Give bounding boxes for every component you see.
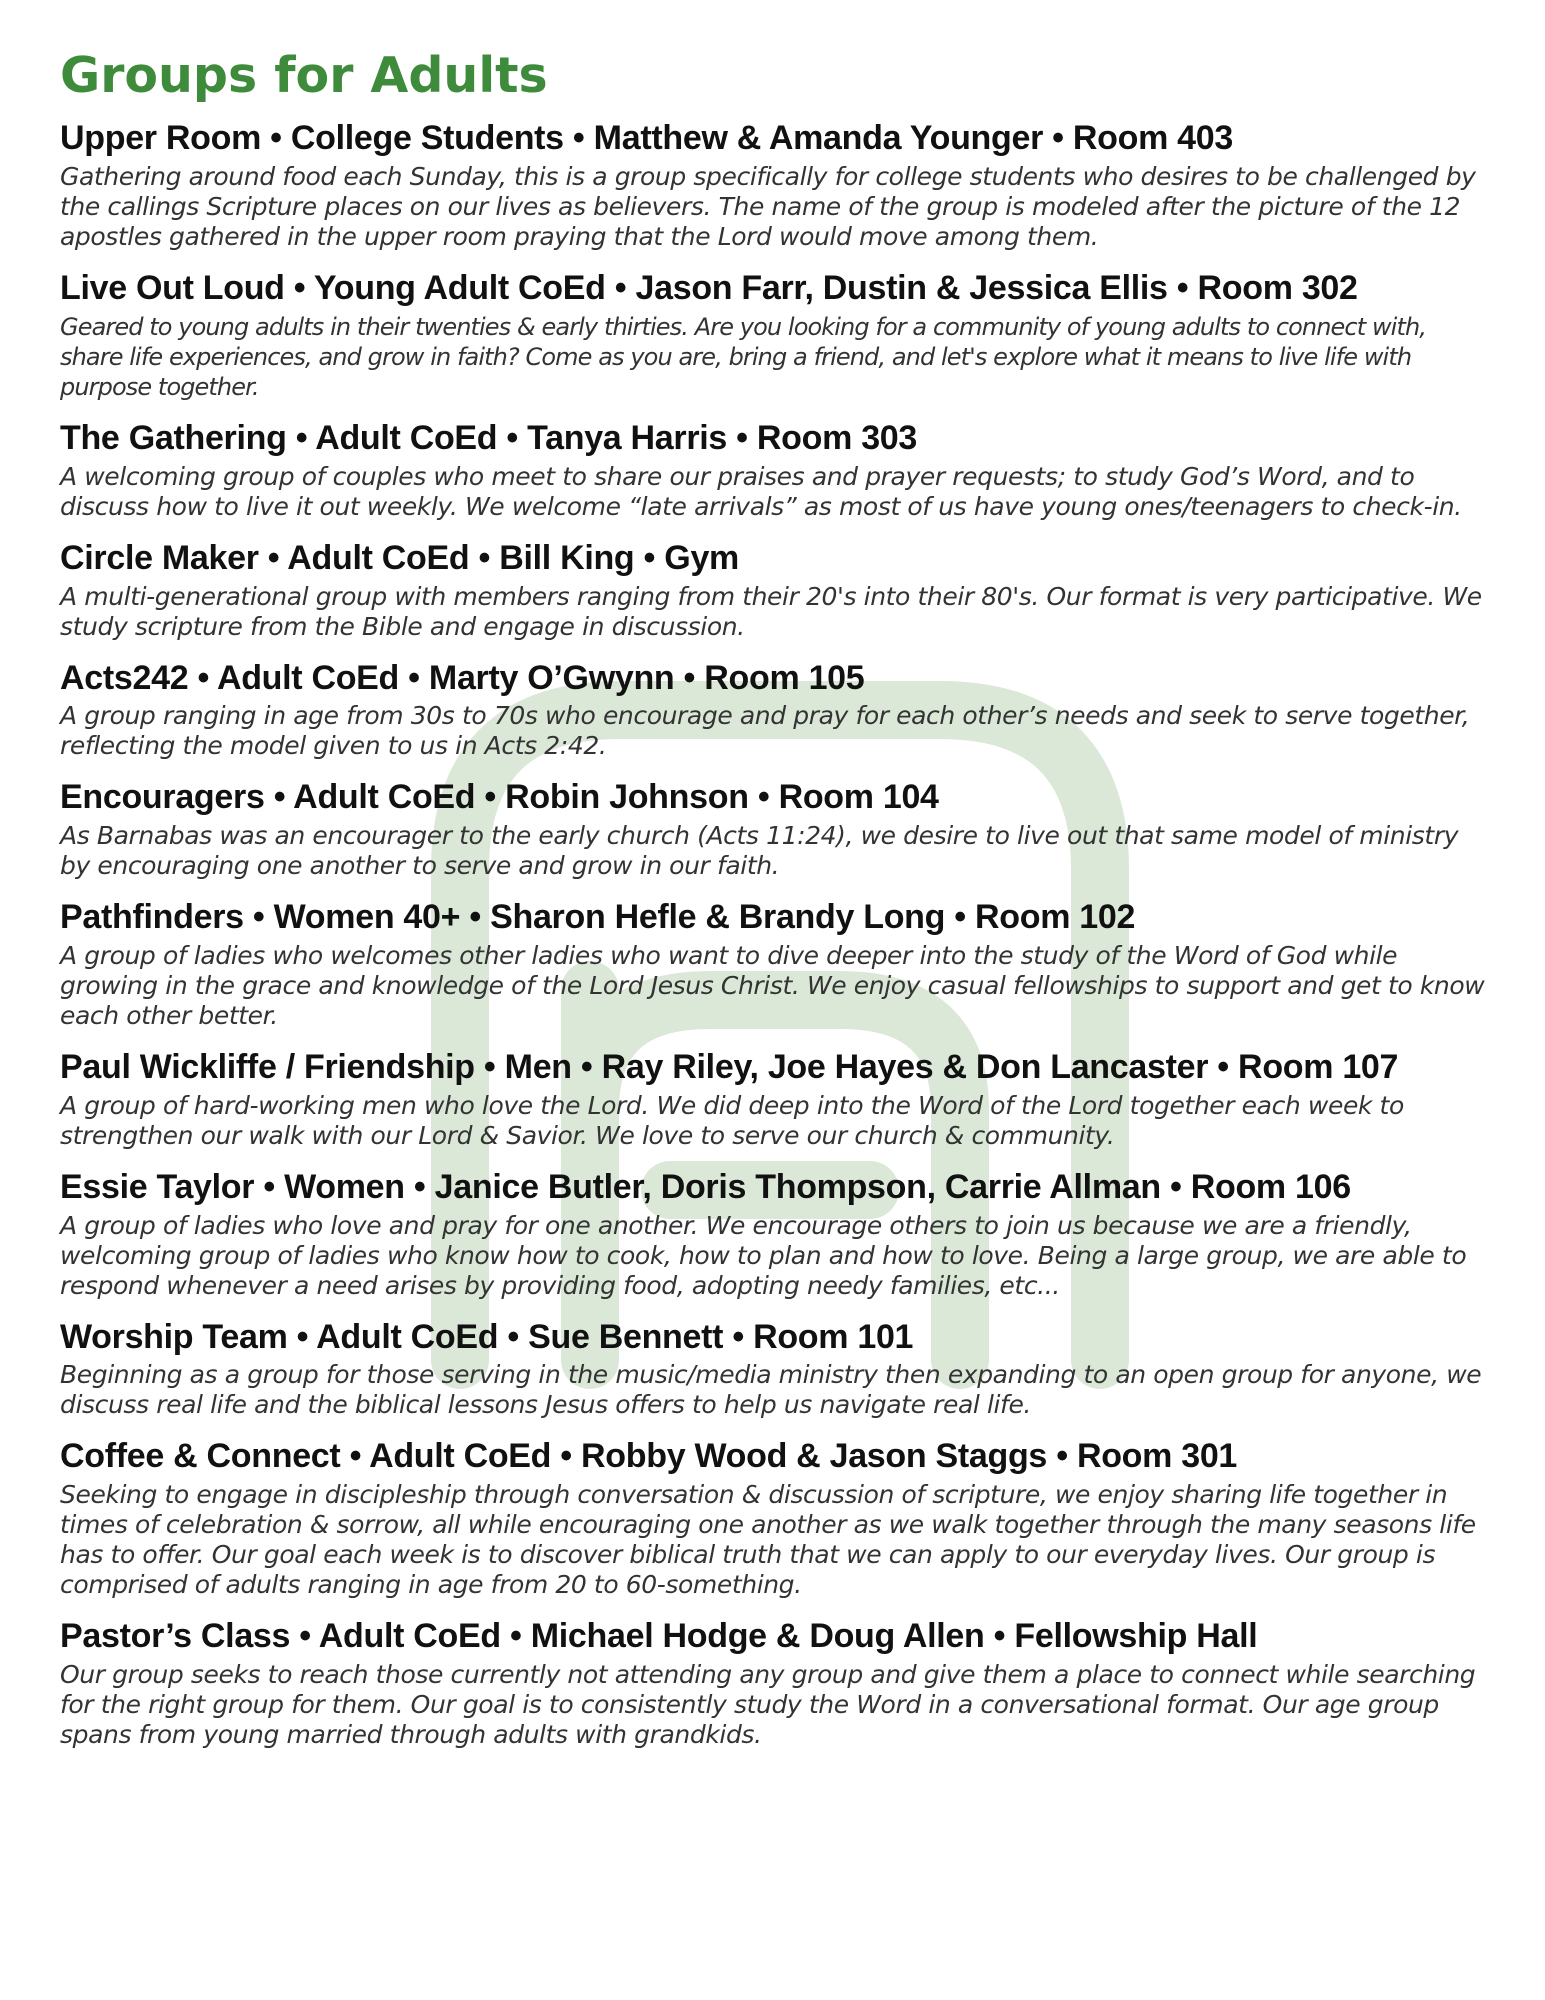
group-heading: Acts242 • Adult CoEd • Marty O’Gwynn • Room 105 xyxy=(60,658,865,697)
group-heading: Upper Room • College Students • Matthew & Amanda Younger • Room 403 xyxy=(60,119,1234,158)
group-description: A group of ladies who love and pray for one another. We encourage others to join us because we are a friendly, welcoming group of ladies who know how to cook, how to plan and how to love. Being a large group, we are able to respond whenever a need arises by providing food, adopting needy families, etc... xyxy=(60,1210,1467,1300)
group-entry-upper-room xyxy=(60,118,1485,252)
group-heading: Paul Wickliffe / Friendship • Men • Ray Riley, Joe Hayes & Don Lancaster • Room 107 xyxy=(60,1047,1399,1086)
group-entry-paul-wickliffe xyxy=(60,1047,1485,1151)
group-entry-pastors-class xyxy=(60,1616,1485,1750)
group-entry-encouragers xyxy=(60,777,1485,881)
group-description: Geared to young adults in their twenties & early thirties. Are you looking for a community of young adults to connect with, share life experiences, and grow in faith? Come as you are, bring a friend, and let's explore what it means to live life with purpose together. xyxy=(60,312,1427,401)
group-description: Beginning as a group for those serving in the music/media ministry then expanding to an open group for anyone, we discuss real life and the biblical lessons Jesus offers to help us navigate real life. xyxy=(60,1360,1482,1420)
group-description: A group ranging in age from 30s to 70s who encourage and pray for each other’s needs and seek to serve together, reflecting the model given to us in Acts 2:42. xyxy=(60,701,1470,761)
group-description: As Barnabas was an encourager to the early church (Acts 11:24), we desire to live out that same model of ministry by encouraging one another to serve and grow in our faith. xyxy=(60,821,1459,881)
group-heading: Pathfinders • Women 40+ • Sharon Hefle & Brandy Long • Room 102 xyxy=(60,898,1136,937)
group-entry-coffee-connect xyxy=(60,1436,1485,1600)
group-description: A group of ladies who welcomes other ladies who want to dive deeper into the study of the Word of God while growing in the grace and knowledge of the Lord Jesus Christ. We enjoy casual fellowships to support and get to know each other better. xyxy=(60,940,1485,1030)
group-entry-acts242 xyxy=(60,658,1485,762)
group-entry-live-out-loud xyxy=(60,268,1485,402)
group-description: Gathering around food each Sunday, this is a group specifically for college students who desires to be challenged by the callings Scripture places on our lives as believers. The name of the group is modeled after the picture of the 12 apostles gathered in the upper room praying that the Lord would move among them. xyxy=(60,162,1476,252)
group-entry-pathfinders xyxy=(60,897,1485,1031)
group-entry-circle-maker xyxy=(60,538,1485,642)
group-description: A multi-generational group with members ranging from their 20's into their 80's. Our format is very participative. We study scripture from the Bible and engage in discussion. xyxy=(60,581,1482,641)
group-heading: Live Out Loud • Young Adult CoEd • Jason Farr, Dustin & Jessica Ellis • Room 302 xyxy=(60,269,1358,308)
group-description: A group of hard-working men who love the Lord. We did deep into the Word of the Lord together each week to strengthen our walk with our Lord & Savior. We love to serve our church & community. xyxy=(60,1090,1404,1150)
group-heading: The Gathering • Adult CoEd • Tanya Harris • Room 303 xyxy=(60,418,918,457)
page-title: Groups for Adults xyxy=(60,47,548,104)
group-description: Seeking to engage in discipleship through conversation & discussion of scripture, we enjoy sharing life together in times of celebration & sorrow, all while encouraging one another as we walk together through the many seasons life has to offer. Our goal each week is to discover biblical truth that we can apply to our everyday lives. Our group is comprised of adults ranging in age from 20 to 60-something. xyxy=(60,1480,1476,1600)
group-entry-the-gathering xyxy=(60,418,1485,522)
group-heading: Essie Taylor • Women • Janice Butler, Doris Thompson, Carrie Allman • Room 106 xyxy=(60,1167,1351,1206)
group-description: Our group seeks to reach those currently not attending any group and give them a place to connect while searching for the right group for them. Our goal is to consistently study the Word in a conversational format. Our age group spans from young married through adults with grandkids. xyxy=(60,1659,1476,1749)
group-entry-worship-team xyxy=(60,1317,1485,1421)
group-heading: Coffee & Connect • Adult CoEd • Robby Wood & Jason Staggs • Room 301 xyxy=(60,1437,1238,1476)
group-entry-essie-taylor xyxy=(60,1167,1485,1301)
group-description: A welcoming group of couples who meet to share our praises and prayer requests; to study God’s Word, and to discuss how to live it out weekly. We welcome “late arrivals” as most of us have young ones/teenagers to check-in. xyxy=(60,461,1462,521)
group-heading: Pastor’s Class • Adult CoEd • Michael Hodge & Doug Allen • Fellowship Hall xyxy=(60,1617,1258,1656)
group-heading: Circle Maker • Adult CoEd • Bill King • Gym xyxy=(60,538,739,577)
group-heading: Encouragers • Adult CoEd • Robin Johnson • Room 104 xyxy=(60,778,939,817)
group-heading: Worship Team • Adult CoEd • Sue Bennett • Room 101 xyxy=(60,1317,914,1356)
